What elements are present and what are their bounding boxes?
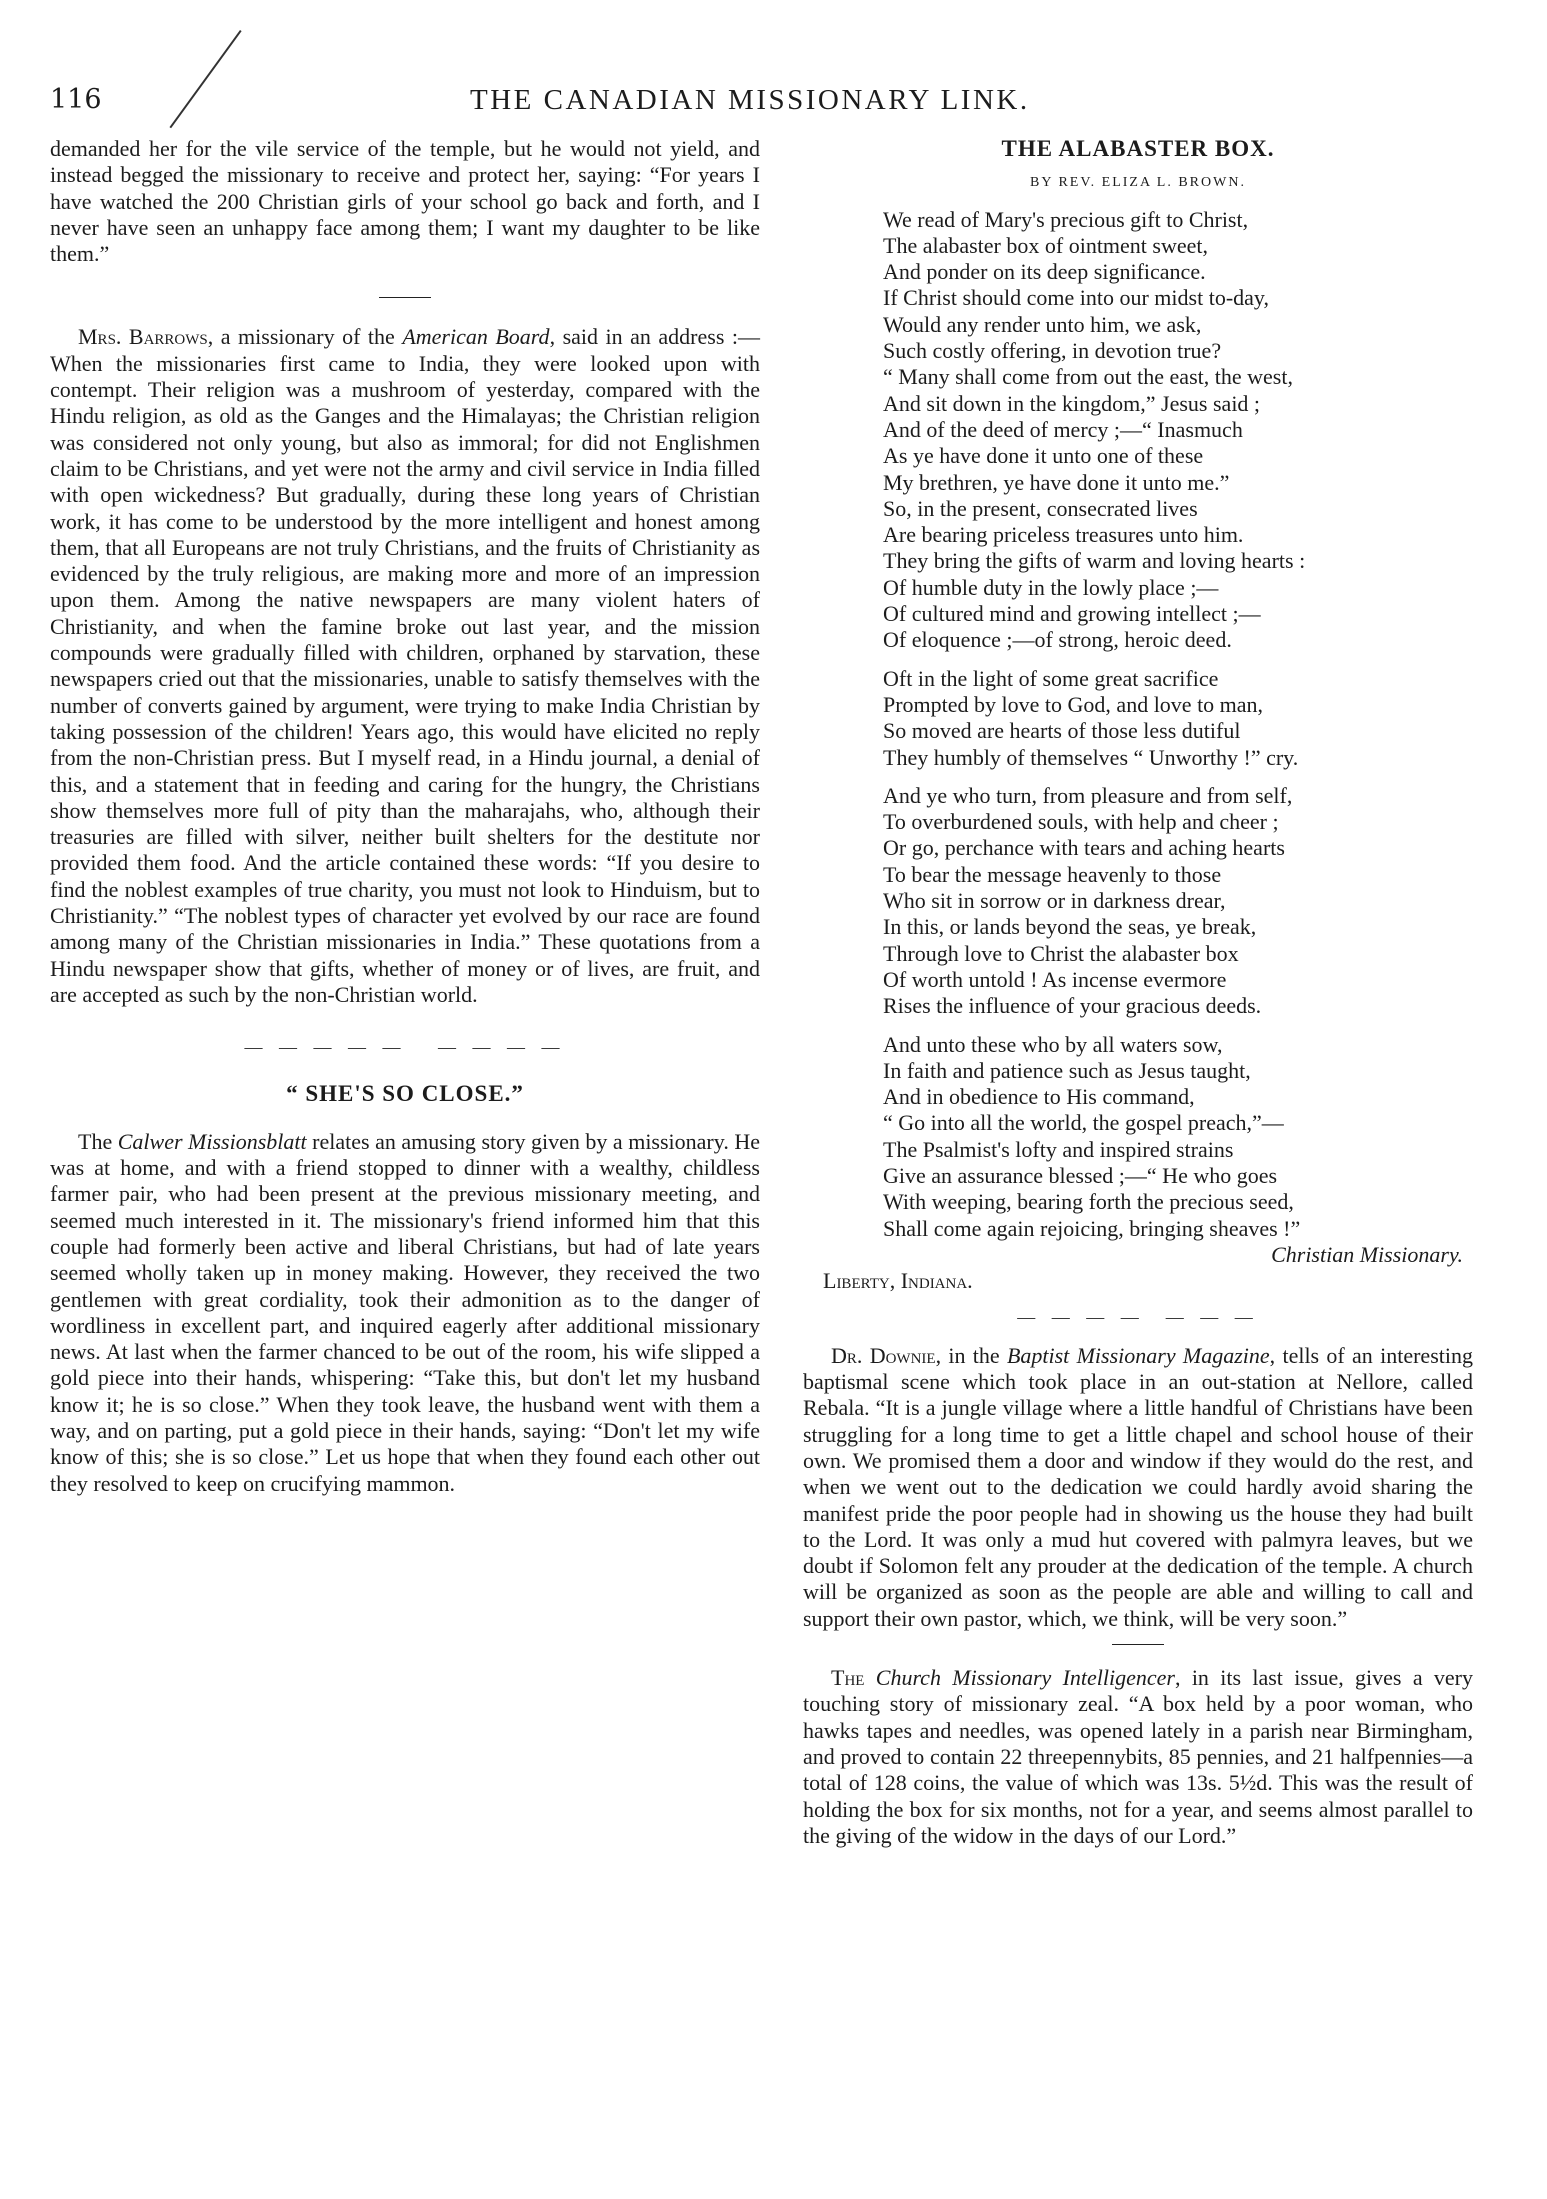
article-paragraph: The Calwer Missionsblatt relates an amusing story given by a missionary. He was at home, and with a friend stopped to dinner with a wealthy, childless farmer pair, who had been present at the previous missionary meeting, and seemed much interested in it. The missionary's friend informed him that this couple had formerly been active and liberal Christians, but had of late years seemed wholly taken up in money making. However, they received the two gentlemen with great cordiality, took their admonition as to the danger of wordliness in excellent part, and inquired eagerly after additional missionary news. At last when the farmer chanced to be out of the room, his wife slipped a gold piece into their hands, whispering: “Take this, but don't let my husband know it; he is so close.” When they took leave, the husband went with them a way, and on parting, put a gold piece in their hands, saying: “Don't let my wife know of this; she is so close.” Let us hope that when they found each other out they resolved to keep on crucifying mammon. — [50, 1128, 761, 1496]
poem-line: As ye have done it unto one of these — [883, 443, 1204, 469]
article-heading: “ SHE'S SO CLOSE.” — [286, 1080, 524, 1106]
poem-line: The Psalmist's lofty and inspired strains — [883, 1136, 1234, 1162]
section-divider — [1112, 1644, 1164, 1645]
section-divider — [379, 297, 431, 298]
poem-line: We read of Mary's precious gift to Christ, — [883, 206, 1249, 232]
poem-stanza — [803, 783, 1473, 1020]
poem-line: In faith and patience such as Jesus taught, — [883, 1057, 1251, 1083]
poem-line: Or go, perchance with tears and aching hearts — [883, 835, 1285, 861]
poem-line: “ Go into all the world, the gospel preach,”— — [883, 1110, 1284, 1136]
publication-name: Baptist Missionary Magazine — [1006, 1342, 1270, 1368]
poem-line: Rises the influence of your gracious deeds. — [883, 993, 1262, 1019]
poem-line: Would any render unto him, we ask, — [883, 311, 1202, 337]
poem-line: Of cultured mind and growing intellect ;— — [883, 601, 1261, 627]
poem-line: And in obedience to His command, — [883, 1084, 1195, 1110]
poem-line: Oft in the light of some great sacrifice — [883, 665, 1219, 691]
left-column — [50, 136, 760, 1497]
poem-line: So, in the present, consecrated lives — [883, 495, 1198, 521]
publication-name: American Board — [402, 324, 550, 350]
poem-title: THE ALABASTER BOX. — [1001, 136, 1275, 161]
poem-line: The alabaster box of ointment sweet, — [883, 232, 1209, 258]
author-name: Mrs. Barrows — [78, 324, 208, 350]
publication-name: Calwer Missionsblatt — [117, 1128, 307, 1154]
poem-line: Through love to Christ the alabaster box — [883, 940, 1239, 966]
poem-stanza — [803, 666, 1473, 771]
publication-name: Church Missionary Intelligencer — [875, 1665, 1175, 1691]
poem-line: Who sit in sorrow or in darkness drear, — [883, 888, 1226, 914]
poem-line: If Christ should come into our midst to-day, — [883, 285, 1269, 311]
article-paragraph: Dr. Downie, in the Baptist Missionary Magazine, tells of an interesting baptismal scene which took place in an out-station at Nellore, called Rebala. “It is a jungle village where a little handful of Christians have been struggling for a long time to get a little chapel and school house of their own. We promised them a door and window if they would do the rest, and when we went out to the dedication we could hardly avoid sharing the manifest pride the poor people had in showing us the house they had built to the Lord. It was only a mud hut covered with palmyra leaves, but we doubt if Solomon felt any prouder at the dedication of the temple. A church will be organized as soon as the people are able and willing to call and support their own pastor, which, we think, will be very soon.” — [803, 1342, 1473, 1631]
poem-line: Are bearing priceless treasures unto him. — [883, 522, 1244, 548]
right-column — [803, 136, 1473, 1849]
poem-line: Such costly offering, in devotion true? — [883, 338, 1222, 364]
poem-byline: BY REV. ELIZA L. BROWN. — [1030, 175, 1246, 191]
poem-line: Of eloquence ;—of strong, heroic deed. — [883, 627, 1232, 653]
page-header — [50, 84, 1110, 124]
page-number: 116 — [50, 84, 102, 115]
poem-line: “ Many shall come from out the east, the west, — [883, 364, 1293, 390]
article-paragraph: The Church Missionary Intelligencer, in its last issue, gives a very touching story of missionary zeal. “A box held by a poor woman, who hawks tapes and needles, was opened lately in a parish near Birmingham, and proved to contain 22 threepennybits, 85 pennies, and 21 halfpennies—a total of 128 coins, the value of which was 13s. 5½d. This was the result of holding the box for six months, not for a year, and seems almost parallel to the giving of the widow in the days of our Lord.” — [803, 1665, 1473, 1848]
poem-line: Prompted by love to God, and love to man, — [883, 691, 1264, 717]
poem-stanza — [803, 207, 1473, 654]
poem-line: And sit down in the kingdom,” Jesus said ; — [883, 390, 1261, 416]
poem-line: And unto these who by all waters sow, — [883, 1031, 1223, 1057]
poem-line: Give an assurance blessed ;—“ He who goes — [883, 1162, 1278, 1188]
running-title: THE CANADIAN MISSIONARY LINK. — [470, 84, 1030, 116]
poem-line: Of worth untold ! As incense evermore — [883, 966, 1227, 992]
place-line: Liberty, Indiana. — [823, 1268, 973, 1294]
poem-line: With weeping, bearing forth the precious seed, — [883, 1189, 1294, 1215]
poem-line: In this, or lands beyond the seas, ye break, — [883, 914, 1257, 940]
poem-line: So moved are hearts of those less dutiful — [883, 718, 1241, 744]
poem-line: And of the deed of mercy ;—“ Inasmuch — [883, 416, 1243, 442]
section-divider: — — — — — — — — — — [244, 1037, 566, 1058]
poem-citation: Christian Missionary. — [1271, 1241, 1463, 1267]
poem-line: They bring the gifts of warm and loving hearts : — [883, 548, 1306, 574]
poem-line: And ponder on its deep significance. — [883, 259, 1206, 285]
author-name: Dr. Downie — [831, 1342, 936, 1368]
poem-line: Of humble duty in the lowly place ;— — [883, 574, 1219, 600]
poem-stanza — [803, 1032, 1473, 1242]
article-paragraph: Mrs. Barrows, a missionary of the American Board, said in an address :—When the missionaries first came to India, they were looked upon with contempt. Their religion was a mushroom of yesterday, compared with the Hindu religion, as old as the Ganges and the Himalayas; the Christian religion was considered not only young, but also as immoral; for did not Englishmen claim to be Christians, and yet were not the army and civil service in India filled with open wickedness? But gradually, during these long years of Christian work, it has come to be understood by the more intelligent and honest among them, that all Europeans are not truly Christians, and the fruits of Christianity as evidenced by the truly religious, are making more and more of an impression upon them. Among the native newspapers are many violent haters of Christianity, and when the famine broke out last year, and the mission compounds were gradually filled with children, orphaned by starvation, these newspapers cried out that the missionaries, unable to satisfy themselves with the number of converts gained by argument, were trying to make India Christian by taking possession of the children! Years ago, this would have elicited no reply from the non-Christian press. But I myself read, in a Hindu journal, a denial of this, and a statement that in feeding and caring for the hungry, the Christians show themselves more full of pity than the maharajahs, who, although their treasuries are filled with silver, neither built shelters for the destitute nor provided them food. And the article contained these words: “If you desire to find the noblest examples of true charity, you must not look to Hinduism, but to Christianity.” “The noblest types of character yet evolved by our race are found among many of the Christian missionaries in India.” These quotations from a Hindu newspaper show that gifts, whether of money or of lives, are fruit, and are accepted as such by the non-Christian world. — [50, 324, 761, 1007]
section-divider: — — — — — — — — [1017, 1307, 1259, 1328]
poem-line: They humbly of themselves “ Unworthy !” cry. — [883, 744, 1299, 770]
poem-line: Shall come again rejoicing, bringing sheaves !” — [883, 1215, 1301, 1241]
poem-line: To bear the message heavenly to those — [883, 861, 1222, 887]
poem-line: And ye who turn, from pleasure and from self, — [883, 782, 1293, 808]
poem-line: To overburdened souls, with help and cheer ; — [883, 809, 1279, 835]
poem-line: My brethren, ye have done it unto me.” — [883, 469, 1230, 495]
article-paragraph: demanded her for the vile service of the temple, but he would not yield, and instead begged the missionary to receive and protect her, saying: “For years I have watched the 200 Christian girls of your school go back and forth, and I never have seen an unhappy face among them; I want my daughter to be like them.” — [50, 136, 760, 267]
